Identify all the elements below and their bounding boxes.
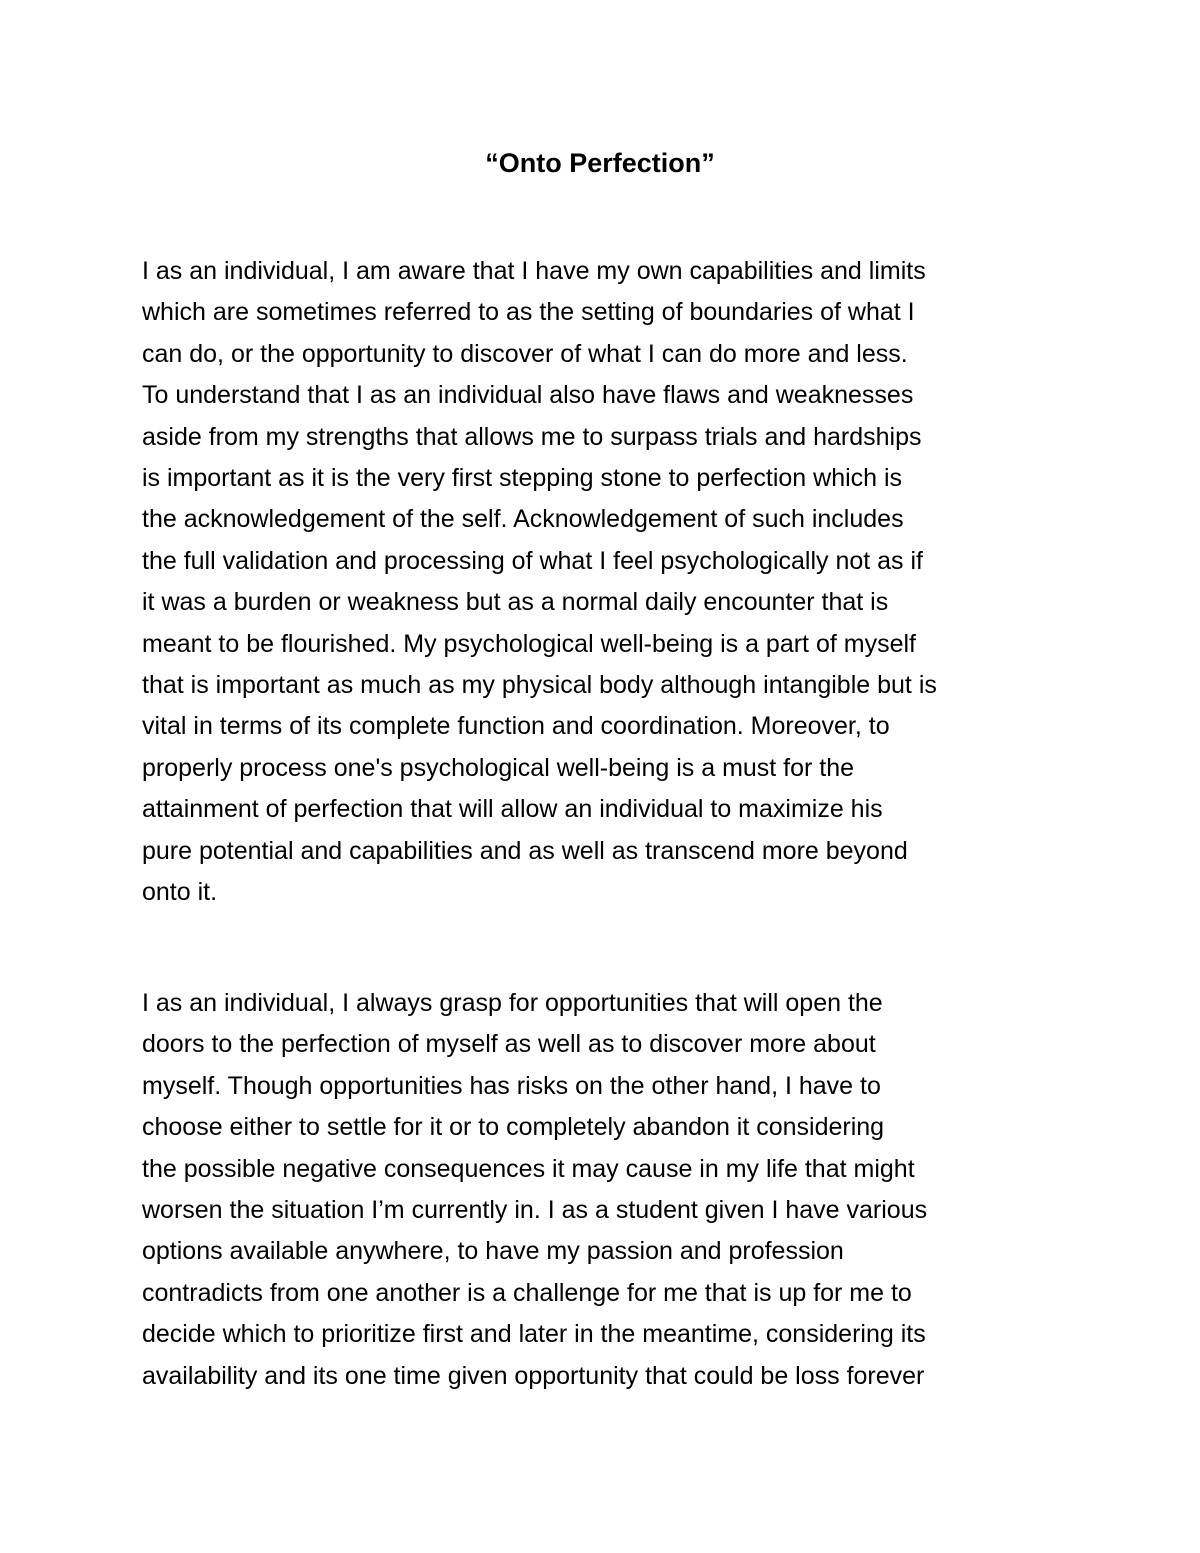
text-line: decide which to prioritize first and later in the meantime, considering its [142, 1320, 926, 1349]
text-line: can do, or the opportunity to discover of what I can do more and less. [142, 339, 908, 368]
text-line: options available anywhere, to have my passion and profession [142, 1237, 844, 1266]
text-line: pure potential and capabilities and as well as transcend more beyond [142, 836, 908, 865]
text-line: which are sometimes referred to as the setting of boundaries of what I [142, 298, 915, 327]
text-line: properly process one's psychological well-being is a must for the [142, 753, 855, 782]
text-line: availability and its one time given opportunity that could be loss forever [142, 1361, 925, 1390]
text-line: I as an individual, I am aware that I have my own capabilities and limits [142, 257, 926, 285]
document-title: “Onto Perfection” [485, 148, 715, 178]
text-line: the acknowledgement of the self. Acknowledgement of such includes [142, 505, 904, 534]
text-line: that is important as much as my physical body although intangible but is [142, 671, 937, 700]
text-line: doors to the perfection of myself as well as to discover more about [142, 1030, 876, 1059]
text-line: I as an individual, I always grasp for opportunities that will open the [142, 989, 883, 1017]
text-line: is important as it is the very first stepping stone to perfection which is [142, 464, 903, 493]
text-line: choose either to settle for it or to completely abandon it considering [142, 1113, 885, 1142]
text-line: myself. Though opportunities has risks on the other hand, I have to [142, 1071, 881, 1100]
text-line: aside from my strengths that allows me to surpass trials and hardships [142, 422, 922, 451]
text-line: vital in terms of its complete function and coordination. Moreover, to [142, 712, 890, 741]
text-line: contradicts from one another is a challenge for me that is up for me to [142, 1278, 912, 1307]
text-line: worsen the situation I’m currently in. I as a student given I have various [142, 1196, 928, 1225]
text-line: meant to be flourished. My psychological well-being is a part of myself [142, 629, 916, 658]
paragraph [142, 983, 1082, 1397]
text-line: onto it. [142, 878, 218, 907]
text-line: To understand that I as an individual also have flaws and weaknesses [142, 381, 914, 410]
text-line: the possible negative consequences it may cause in my life that might [142, 1154, 915, 1183]
paragraph [142, 251, 1082, 914]
text-line: the full validation and processing of what I feel psychologically not as if [142, 546, 924, 575]
text-line: it was a burden or weakness but as a normal daily encounter that is [142, 588, 889, 617]
text-line: attainment of perfection that will allow an individual to maximize his [142, 795, 883, 824]
